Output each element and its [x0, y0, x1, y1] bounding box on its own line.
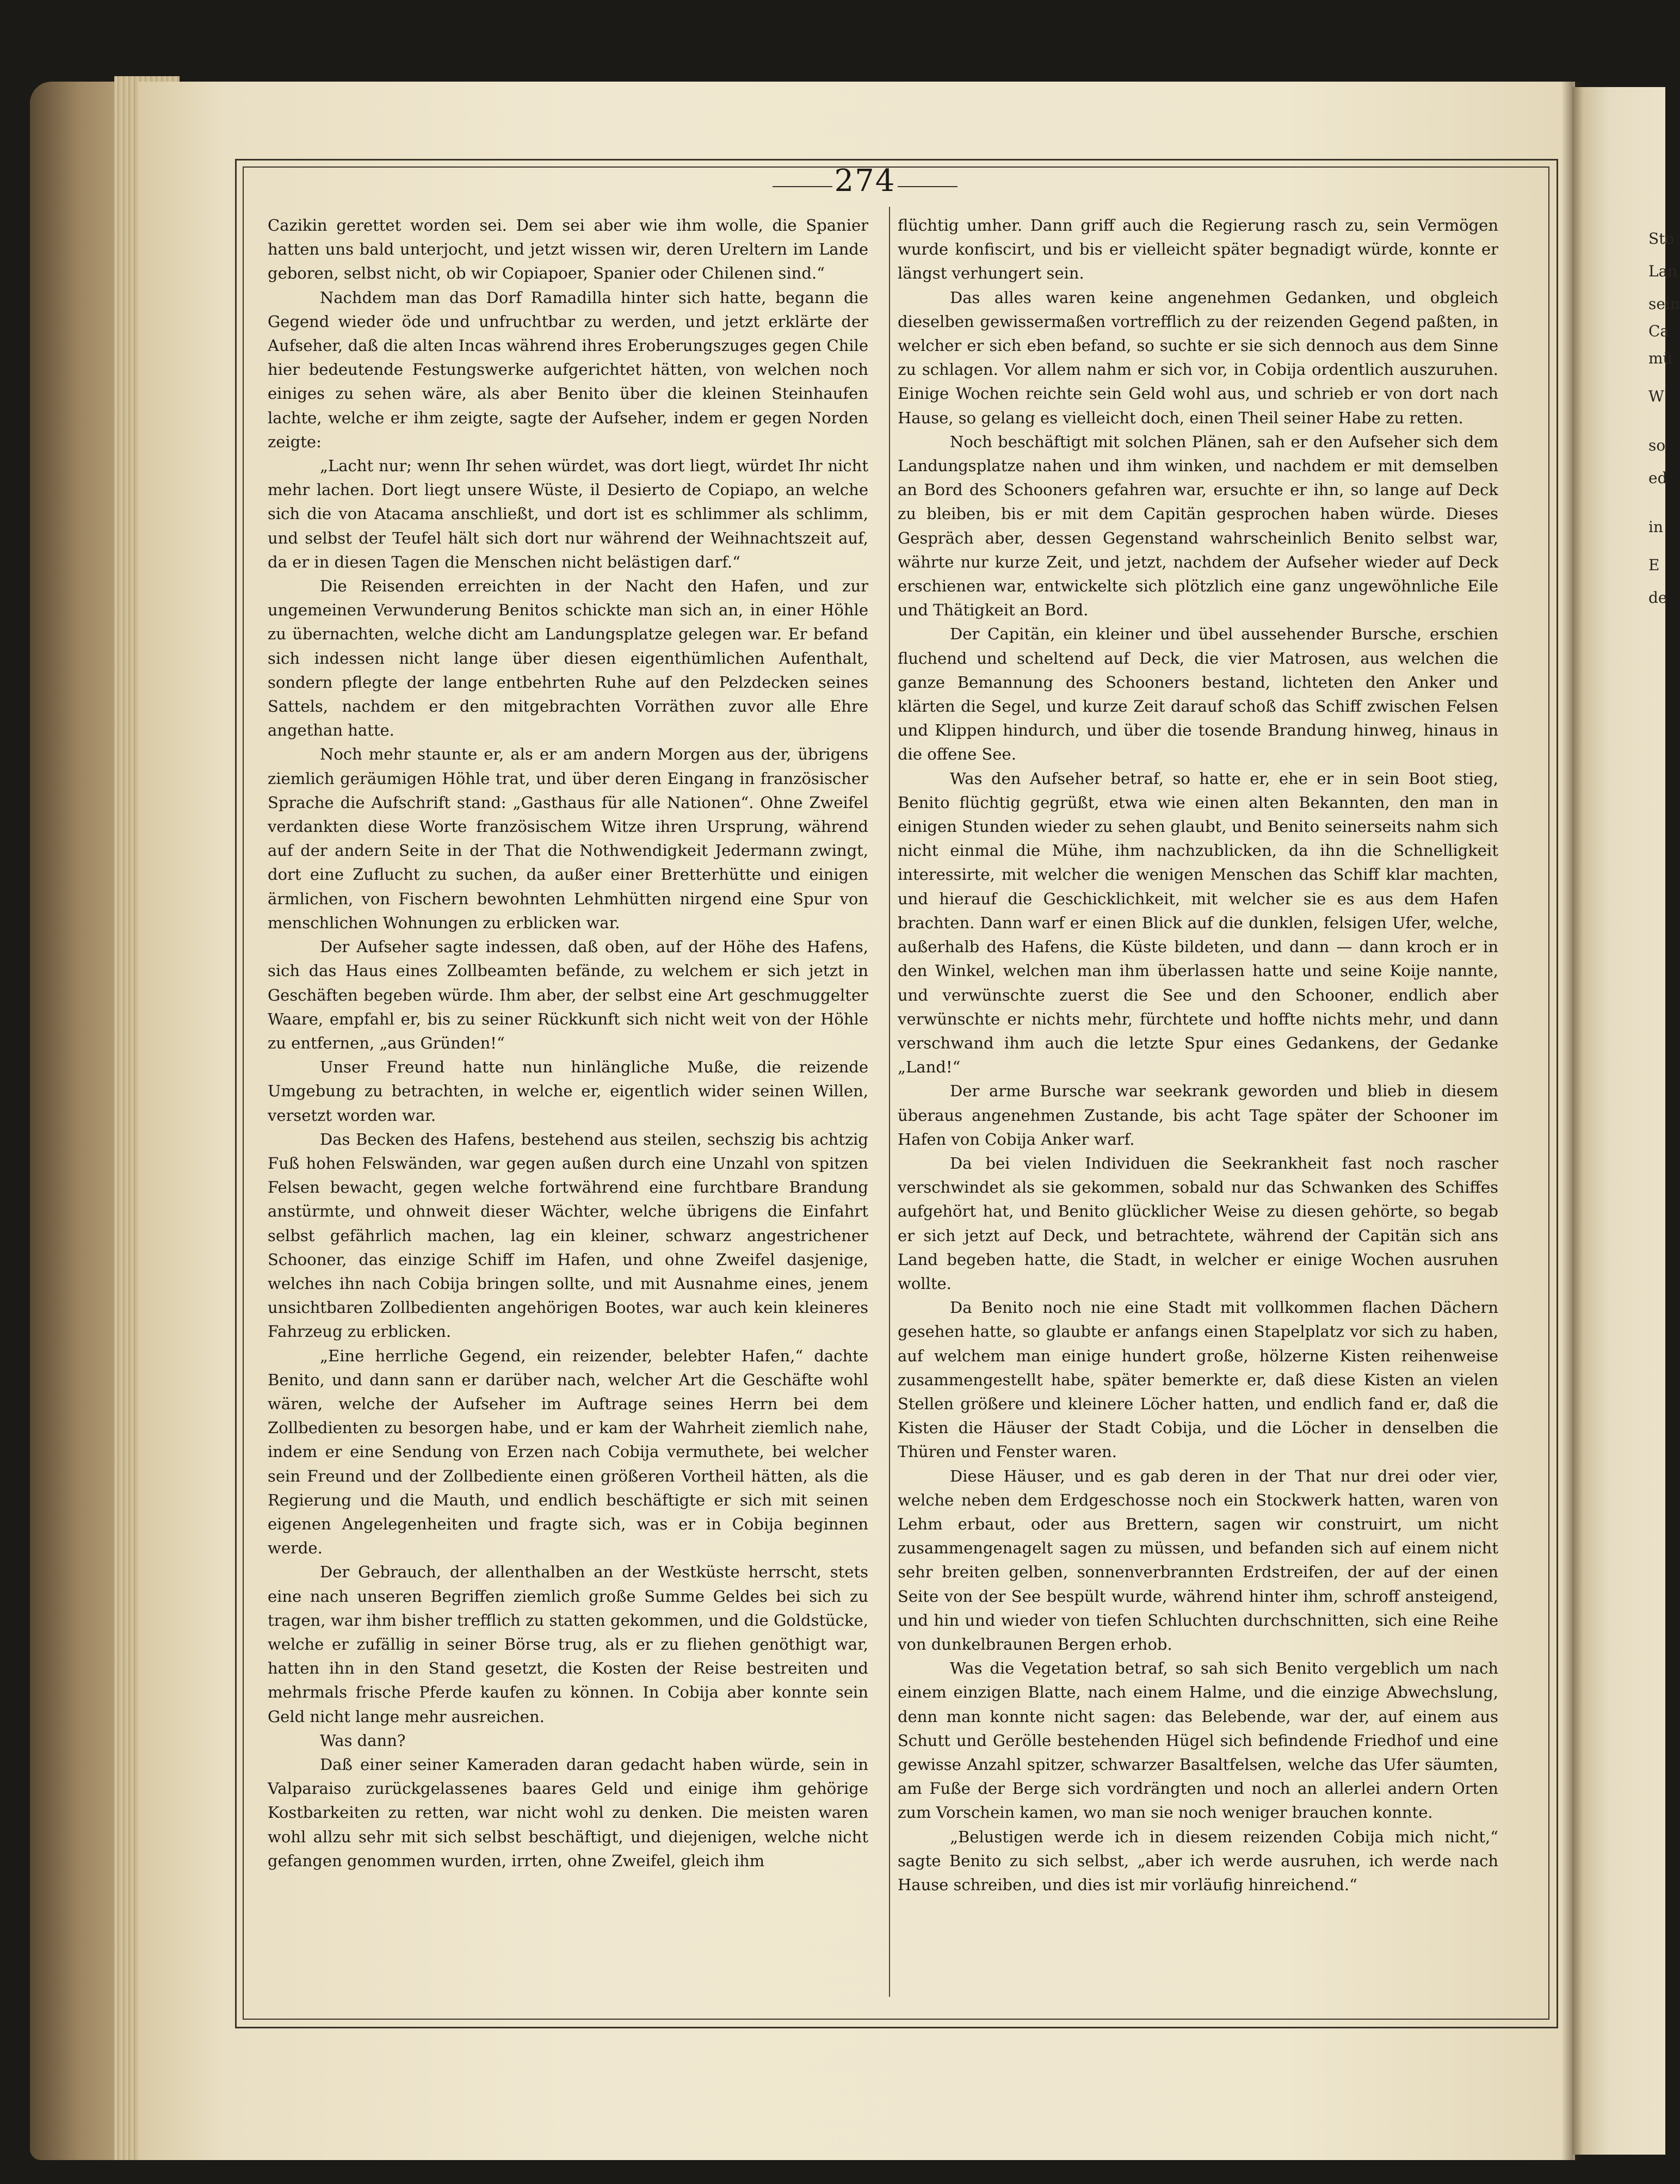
paragraph: Nachdem man das Dorf Ramadilla hinter sich hatte, begann die Gegend wieder öde und unfruchtbar zu werden, und jetzt erklärte der Aufseher, daß die alten Incas während ihres Eroberungszuges gegen Chile hier bedeutende Festungswerke aufgerichtet hätten, von welchen noch einiges zu sehen wäre, als aber Benito über die kleinen Steinhaufen lachte, welche er ihm zeigte, sagte der Aufseher, indem er gegen Norden zeigte: — [268, 288, 868, 451]
facing-page-fragment: W — [1648, 387, 1664, 405]
facing-page-fragment: in — [1648, 518, 1663, 536]
paragraph: Unser Freund hatte nun hinlängliche Muße, die reizende Umgebung zu betrachten, in welche er, eigentlich wider seinen Willen, versetzt worden war. — [268, 1058, 868, 1125]
paragraph: Der Gebrauch, der allenthalben an der Westküste herrscht, stets eine nach unseren Begriffen ziemlich große Summe Geldes bei sich zu tragen, war ihm bisher trefflich zu statten gekommen, und die Goldstücke, welche er zufällig in seiner Börse trug, als er zu fliehen genöthigt war, hatten ihn in den Stand gesetzt, die Kosten der Reise bestreiten und mehrmals frische Pferde kaufen zu können. In Cobija aber konnte sein Geld nicht lange mehr ausreichen. — [268, 1563, 868, 1726]
paragraph: Die Reisenden erreichten in der Nacht den Hafen, und zur ungemeinen Verwunderung Benitos schickte man sich an, in einer Höhle zu übernachten, welche dicht am Landungsplatze gelegen war. Er befand sich indessen nicht lange über diesen eigenthümlichen Aufenthalt, sondern pflegte der lange entbehrten Ruhe auf den Pelzdecken seines Sattels, nachdem er den mitgebrachten Vorräthen zuvor alle Ehre angethan hatte. — [268, 577, 868, 740]
header-rule-right — [898, 186, 958, 187]
paragraph: Da Benito noch nie eine Stadt mit vollkommen flachen Dächern gesehen hatte, so glaubte er anfangs einen Stapelplatz vor sich zu haben, auf welchem man einige hundert große, hölzerne Kisten reihenweise zusammengestellt habe, später bemerkte er, daß diese Kisten an vielen Stellen größere und kleinere Löcher hatten, und endlich fand er, daß die Kisten die Häuser der Stadt Cobija, und die Löcher in denselben die Thüren und Fenster waren. — [898, 1298, 1498, 1461]
column-divider — [889, 207, 890, 1997]
paragraph: Noch mehr staunte er, als er am andern Morgen aus der, übrigens ziemlich geräumigen Höhle trat, und über deren Eingang in französischer Sprache die Aufschrift stand: „Gasthaus für alle Nationen“. Ohne Zweifel verdankten diese Worte französischem Witze ihren Ursprung, während auf der andern Seite in der That die Nothwendigkeit Jedermann zwingt, dort eine Zuflucht zu suchen, da außer einer Bretterhütte und einigen ärmlichen, von Fischern bewohnten Lehmhütten nirgend eine Spur von menschlichen Wohnungen zu erblicken war. — [268, 745, 868, 932]
paragraph: Was den Aufseher betraf, so hatte er, ehe er in sein Boot stieg, Benito flüchtig gegrüßt, etwa wie einen alten Bekannten, den man in einigen Stunden wieder zu sehen glaubt, und Benito seinerseits nahm sich nicht einmal die Mühe, ihm nachzublicken, da ihn die Schnelligkeit interessirte, mit welcher die wenigen Menschen das Schiff klar machten, und hierauf die Geschicklichkeit, mit welcher sie es aus dem Hafen brachten. Dann warf er einen Blick auf die dunklen, felsigen Ufer, welche, außerhalb des Hafens, die Küste bildeten, und dann — dann kroch er in den Winkel, welchen man ihm überlassen hatte und seine Koije nannte, und verwünschte zuerst die See und den Schooner, endlich aber verwünschte er nichts mehr, fürchtete und hoffte nichts mehr, und dann verschwand ihm auch die letzte Spur eines Gedankens, der Gedanke „Land!“ — [898, 769, 1498, 1077]
facing-page-fragment: Ca — [1648, 322, 1670, 340]
paragraph: Da bei vielen Individuen die Seekrankheit fast noch rascher verschwindet als sie gekommen, sobald nur das Schwanken des Schiffes aufgehört hat, und Benito glücklicher Weise zu diesen gehörte, so begab er sich jetzt auf Deck, und betrachtete, während der Capitän sich ans Land begeben hatte, die Stadt, in welcher er einige Wochen ausruhen wollte. — [898, 1153, 1498, 1293]
facing-page-fragment: Lan — [1648, 262, 1678, 280]
paragraph: „Belustigen werde ich in diesem reizenden Cobija mich nicht,“ sagte Benito zu sich selbst, „aber ich werde ausruhen, ich werde nach Hause schreiben, und dies ist mir vorläufig hinreichend.“ — [898, 1827, 1498, 1895]
paragraph: Noch beschäftigt mit solchen Plänen, sah er den Aufseher sich dem Landungsplatze nahen und ihm winken, und nachdem er mit demselben an Bord des Schooners gefahren war, ersuchte er ihn, so lange auf Deck zu bleiben, bis er mit dem Capitän gesprochen haben würde. Dieses Gespräch aber, dessen Gegenstand wahrscheinlich Benito selbst war, währte nur kurze Zeit, und jetzt, nachdem der Aufseher wieder auf Deck erschienen war, entwickelte sich plötzlich eine ganz ungewöhnliche Eile und Thätigkeit an Bord. — [898, 432, 1498, 620]
left-text-column — [268, 213, 868, 1873]
page-number: 274 — [834, 163, 896, 199]
paragraph: Daß einer seiner Kameraden daran gedacht haben würde, sein in Valparaiso zurückgelassenes baares Geld und einige ihm gehörige Kostbarkeiten zu retten, war nicht wohl zu denken. Die meisten waren wohl allzu sehr mit sich selbst beschäftigt, und diejenigen, welche nicht gefangen genommen wurden, irrten, ohne Zweifel, gleich ihm — [268, 1755, 868, 1870]
facing-page-fragment: ed — [1648, 469, 1667, 487]
facing-page-fragment: de — [1648, 589, 1667, 607]
right-text-column — [898, 213, 1498, 1897]
paragraph: Was dann? — [320, 1731, 406, 1750]
paragraph: Das alles waren keine angenehmen Gedanken, und obgleich dieselben gewissermaßen vortrefflich zu der reizenden Gegend paßten, in welcher er sich eben befand, so suchte er sie sich dennoch aus dem Sinne zu schlagen. Vor allem nahm er sich vor, in Cobija ordentlich auszuruhen. Einige Wochen reichte sein Geld wohl aus, und schrieb er von dort nach Hause, so gelang es vielleicht doch, einen Theil seiner Habe zu retten. — [898, 288, 1498, 427]
facing-page-fragment: mü — [1648, 349, 1673, 367]
book-gutter — [1561, 82, 1583, 2160]
facing-page-fragment: so — [1648, 436, 1666, 454]
paragraph: Der arme Bursche war seekrank geworden und blieb in diesem überaus angenehmen Zustande, bis acht Tage später der Schooner im Hafen von Cobija Anker warf. — [898, 1082, 1498, 1149]
paragraph: Was die Vegetation betraf, so sah sich Benito vergeblich um nach einem einzigen Blatte, nach einem Halme, und die einzige Abwechslung, denn man konnte nicht sagen: das Belebende, war der, auf einem aus Schutt und Gerölle bestehenden Hügel sich befindende Friedhof und eine gewisse Anzahl spitzer, schwarzer Basaltfelsen, welche das Ufer säumten, am Fuße der Berge sich vordrängten und noch an allerlei andern Orten zum Vorschein kamen, wo man sie noch weniger brauchen konnte. — [898, 1659, 1498, 1822]
paragraph: Diese Häuser, und es gab deren in der That nur drei oder vier, welche neben dem Erdgeschosse noch ein Stockwerk hatten, waren von Lehm erbaut, oder aus Brettern, sagen wir construirt, um nicht zusammengenagelt sagen zu müssen, und befanden sich auf einem nicht sehr breiten gelben, sonnenverbrannten Erdstreifen, der auf der einen Seite von der See bespült wurde, während hinter ihm, schroff ansteigend, und hin und wieder von tiefen Schluchten durchschnitten, sich eine Reihe von dunkelbraunen Bergen erhob. — [898, 1466, 1498, 1654]
paragraph: „Lacht nur; wenn Ihr sehen würdet, was dort liegt, würdet Ihr nicht mehr lachen. Dort liegt unsere Wüste, il Desierto de Copiapo, an welche sich die von Atacama anschließt, und dort ist es schlimmer als schlimm, und selbst der Teufel hält sich dort nur während der Weihnachtszeit auf, da er in diesen Tagen die Menschen nicht belästigen darf.“ — [268, 456, 868, 571]
paragraph: flüchtig umher. Dann griff auch die Regierung rasch zu, sein Vermögen wurde konfiscirt, und bis er vielleicht später begnadigt würde, konnte er längst verhungert sein. — [898, 216, 1498, 283]
facing-page-fragment: E — [1648, 556, 1660, 574]
paragraph: „Eine herrliche Gegend, ein reizender, belebter Hafen,“ dachte Benito, und dann sann er darüber nach, welcher Art die Geschäfte wohl wären, welche der Aufseher im Auftrage seines Herrn bei dem Zollbedienten zu besorgen habe, und er kam der Wahrheit ziemlich nahe, indem er eine Sendung von Erzen nach Cobija vermuthete, bei welcher sein Freund und der Zollbediente einen größeren Vortheil hätten, als die Regierung und die Mauth, und endlich beschäftigte er sich mit seinen eigenen Angelegenheiten und fragte sich, was er in Cobija beginnen werde. — [268, 1346, 868, 1558]
paragraph: Cazikin gerettet worden sei. Dem sei aber wie ihm wolle, die Spanier hatten uns bald unterjocht, und jetzt wissen wir, deren Ureltern im Lande geboren, selbst nicht, ob wir Copiapoer, Spanier oder Chilenen sind.“ — [268, 216, 868, 283]
facing-page-fragment: sein — [1648, 295, 1680, 313]
paragraph: Das Becken des Hafens, bestehend aus steilen, sechszig bis achtzig Fuß hohen Felswänden, war gegen außen durch eine Unzahl von spitzen Felsen bewacht, gegen welche fortwährend eine furchtbare Brandung anstürmte, und ohnweit dieser Wächter, welche übrigens die Einfahrt selbst gefährlich machen, lag ein kleiner, schwarz angestrichener Schooner, das einzige Schiff im Hafen, und ohne Zweifel dasjenige, welches ihn nach Cobija bringen sollte, und mit Ausnahme eines, jenem unsichtbaren Zollbedienten angehörigen Bootes, war auch kein kleineres Fahrzeug zu erblicken. — [268, 1130, 868, 1341]
paragraph: Der Capitän, ein kleiner und übel aussehender Bursche, erschien fluchend und scheltend auf Deck, die vier Matrosen, aus welchen die ganze Bemannung des Schooners bestand, lichteten den Anker und klärten die Segel, und kurze Zeit darauf schoß das Schiff zwischen Felsen und Klippen hindurch, und über die tosende Brandung hinweg, hinaus in die offene See. — [898, 625, 1498, 764]
header-rule-left — [773, 186, 832, 187]
paragraph: Der Aufseher sagte indessen, daß oben, auf der Höhe des Hafens, sich das Haus eines Zollbeamten befände, zu welchem er sich jetzt in Geschäften begeben würde. Ihm aber, der selbst eine Art geschmuggelter Waare, empfahl er, bis zu seiner Rückkunft sich nicht weit von der Höhle zu entfernen, „aus Gründen!“ — [268, 937, 868, 1052]
facing-page-fragment: Sto — [1648, 230, 1675, 248]
